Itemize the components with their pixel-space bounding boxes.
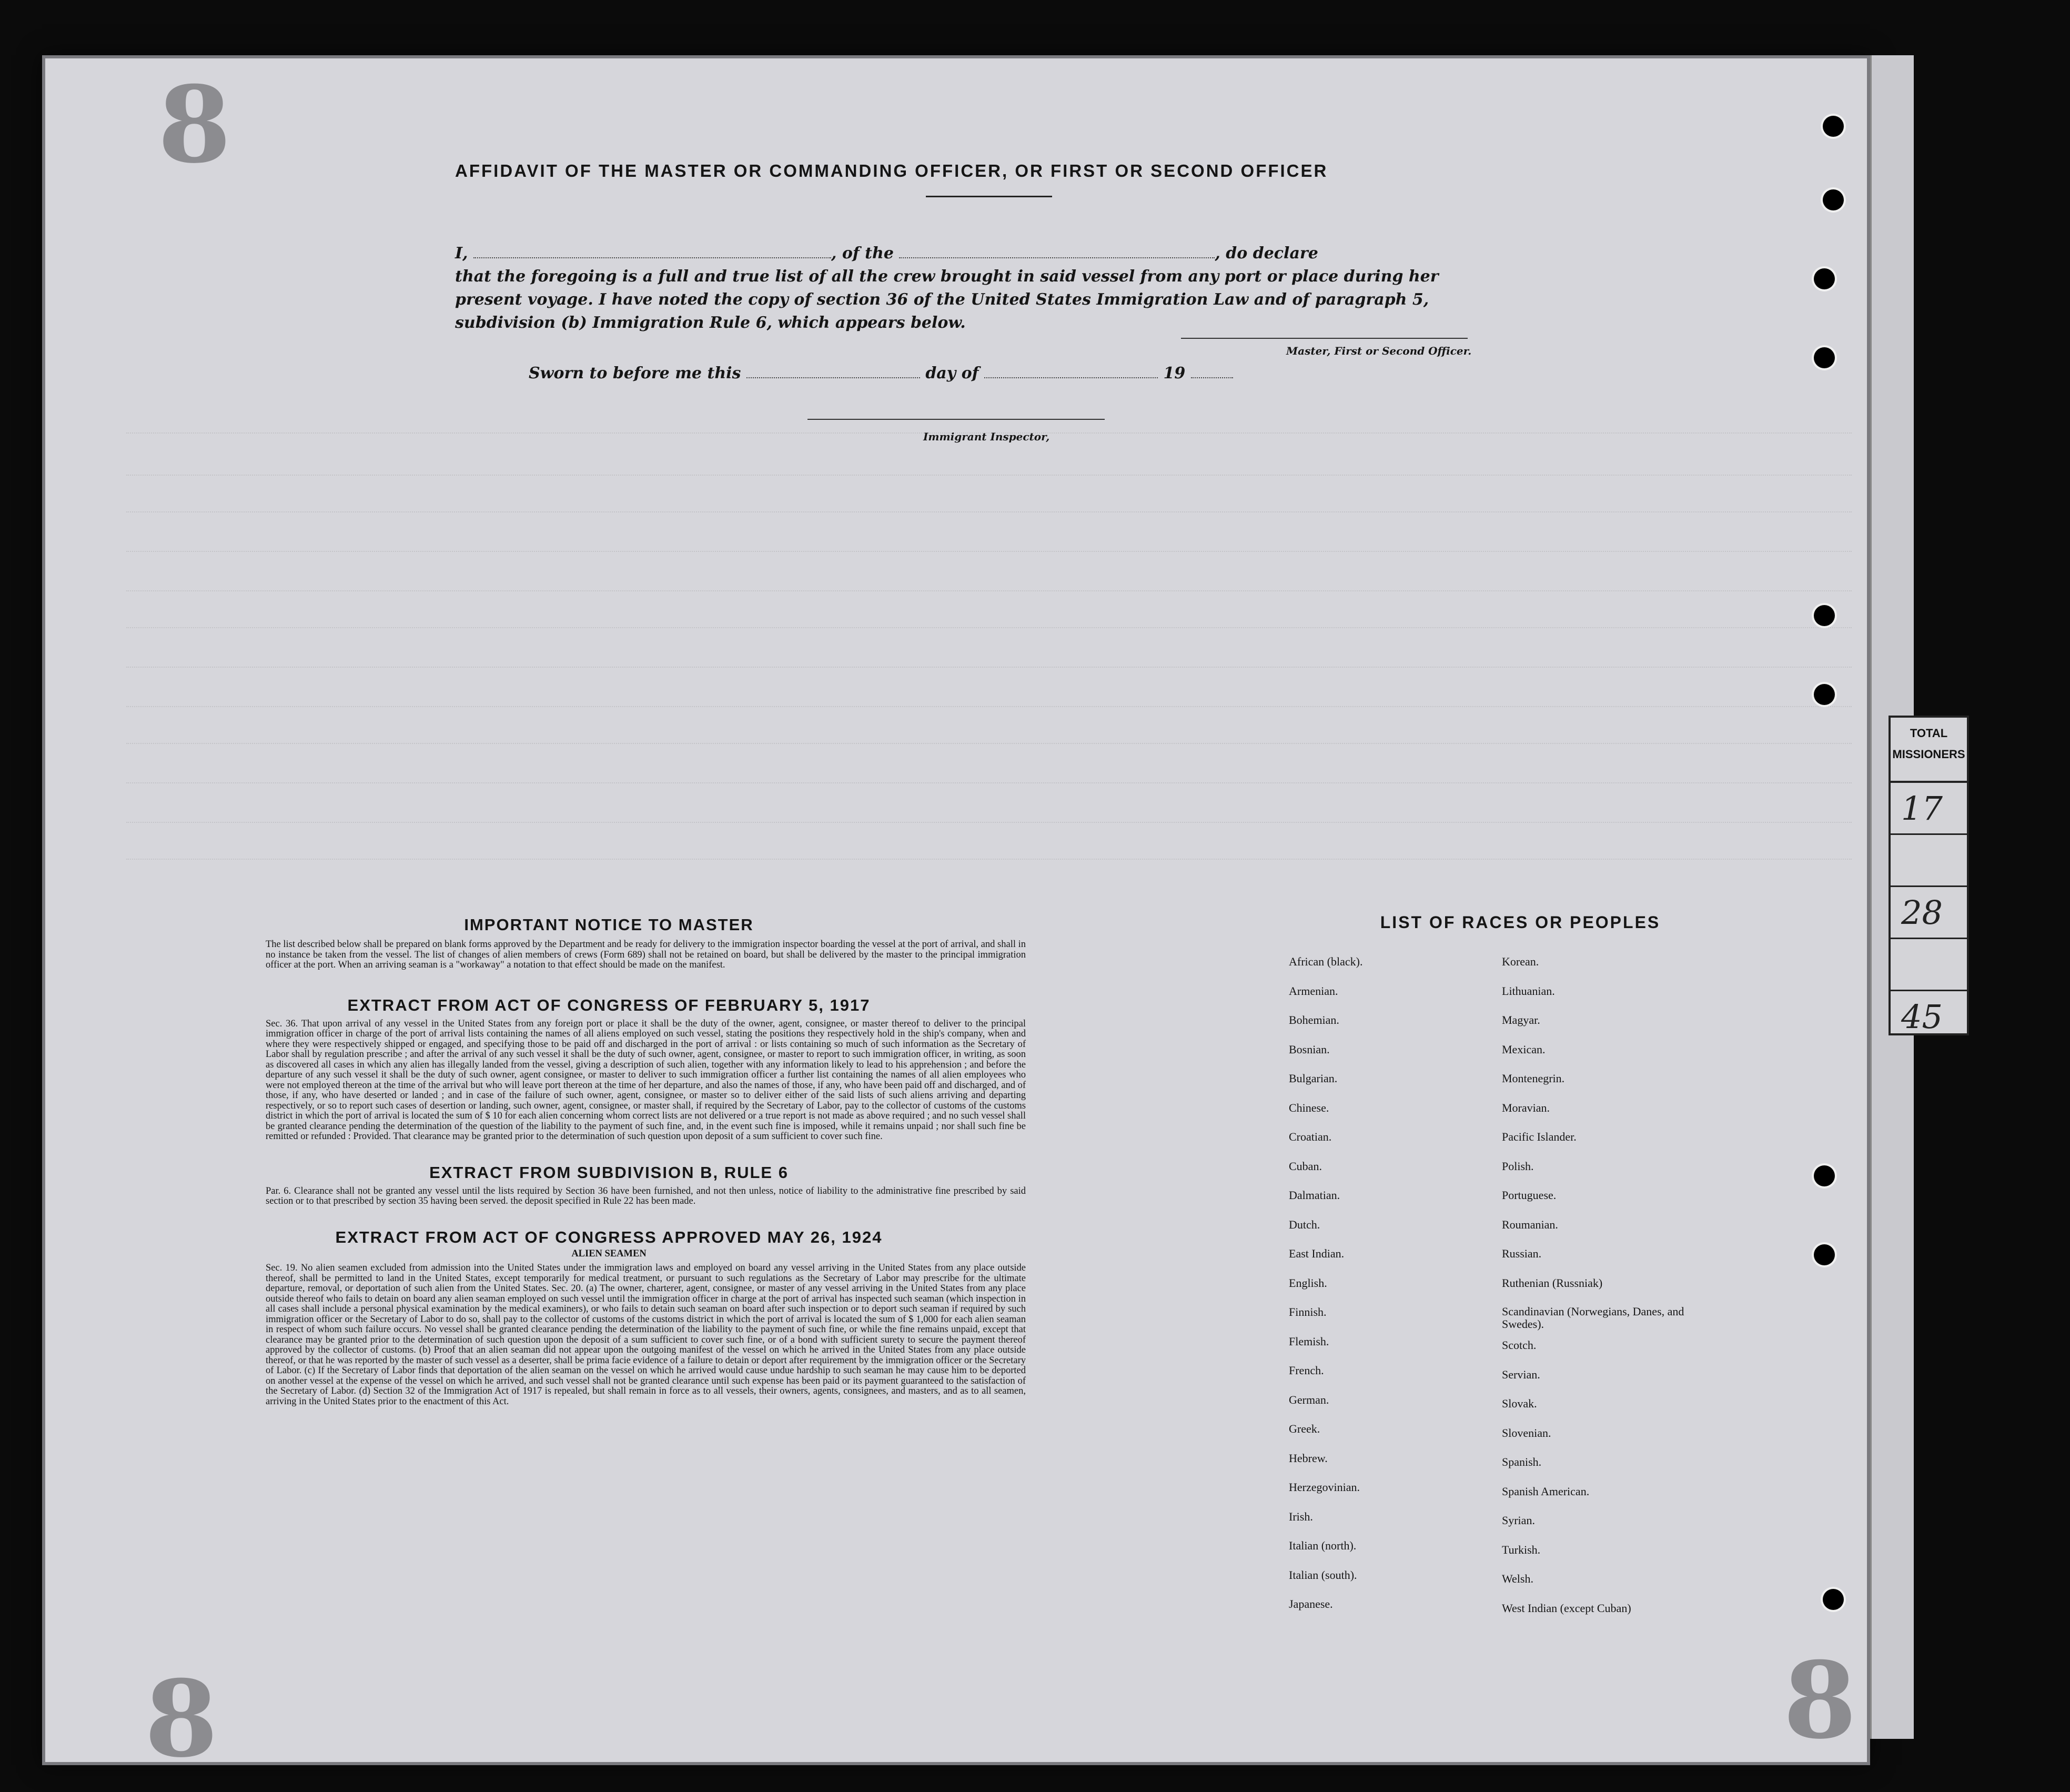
- race-item: Irish.: [1289, 1509, 1313, 1523]
- race-item: Greek.: [1289, 1422, 1320, 1435]
- race-item: Turkish.: [1502, 1543, 1541, 1556]
- totals-value: 17: [1901, 789, 1943, 828]
- extract-1917-title: EXTRACT FROM ACT OF CONGRESS OF FEBRUARY 5, 1917: [347, 995, 871, 1014]
- race-item: Hebrew.: [1289, 1451, 1328, 1465]
- race-item: East Indian.: [1289, 1247, 1345, 1260]
- race-item: Korean.: [1502, 955, 1539, 968]
- race-item: Bohemian.: [1289, 1013, 1339, 1026]
- page-number-top-left: 8: [158, 63, 231, 187]
- master-signature-label: Master, First or Second Officer.: [1286, 345, 1472, 357]
- totals-stub-header: TOTAL MISSIONERS: [1891, 718, 1967, 783]
- race-item: Spanish American.: [1502, 1484, 1590, 1498]
- race-item: Pacific Islander.: [1502, 1130, 1577, 1143]
- important-notice-title: IMPORTANT NOTICE TO MASTER: [464, 915, 754, 934]
- punch-hole-icon: [1814, 1165, 1835, 1186]
- sworn-year-field[interactable]: [1191, 377, 1233, 378]
- race-item: Slovenian.: [1502, 1426, 1551, 1439]
- punch-hole-icon: [1814, 605, 1835, 626]
- race-item: Italian (south).: [1289, 1568, 1357, 1582]
- race-item: English.: [1289, 1276, 1327, 1290]
- races-title: LIST OF RACES OR PEOPLES: [1380, 913, 1661, 932]
- race-item: Croatian.: [1289, 1130, 1332, 1143]
- race-item: Ruthenian (Russniak): [1502, 1276, 1603, 1290]
- alien-seamen-subtitle: ALIEN SEAMEN: [571, 1248, 647, 1259]
- race-item: Polish.: [1502, 1159, 1534, 1173]
- page-number-bottom-right: 8: [1783, 1639, 1857, 1763]
- important-notice-text: The list described below shall be prepared on blank forms approved by the Department and be ready for delivery to the immigration inspector boarding the vessel at the port of arrival, and shall in no instance be taken from the vessel. The list of changes of alien members of crews (Form 689) shall not be retained on board, but shall be delivered by the master to the principal immigration officer at the port. When an arriving seaman is a "workaway" a notation to that effect should be made on the manifest.: [266, 939, 1026, 970]
- extract-rule6-text: Par. 6. Clearance shall not be granted any vessel until the lists required by Section 36 have been furnished, and not then unless, notice of liability to the administrative fine prescribed by said section or to that prescribed by section 35 having been served. the deposit specified in Rule 22 has been made.: [266, 1185, 1026, 1206]
- race-item: Herzegovinian.: [1289, 1481, 1360, 1494]
- race-item: Spanish.: [1502, 1455, 1542, 1468]
- extract-rule6-title: EXTRACT FROM SUBDIVISION B, RULE 6: [429, 1163, 789, 1182]
- race-item: Dalmatian.: [1289, 1189, 1340, 1202]
- totals-value: 45: [1901, 998, 1943, 1036]
- races-column-right: [1502, 955, 1691, 1630]
- totals-value: 28: [1901, 893, 1943, 932]
- affidavit-title: AFFIDAVIT OF THE MASTER OR COMMANDING OFFICER, OR FIRST OR SECOND OFFICER: [455, 161, 1328, 180]
- race-item: Portuguese.: [1502, 1189, 1557, 1202]
- punch-hole-icon: [1823, 189, 1844, 210]
- affidavit-line-3: present voyage. I have noted the copy of section 36 of the United States Immigration Law and of paragraph 5,: [455, 290, 1429, 309]
- totals-stub-row: [1891, 939, 1967, 991]
- race-item: Mexican.: [1502, 1042, 1546, 1056]
- race-item: Armenian.: [1289, 984, 1338, 998]
- punch-hole-icon: [1814, 268, 1835, 289]
- vessel-name-field[interactable]: [899, 257, 1215, 258]
- race-item: Italian (north).: [1289, 1539, 1357, 1552]
- race-item: Magyar.: [1502, 1013, 1540, 1026]
- affidavit-line-2: that the foregoing is a full and true list of all the crew brought in said vessel from any port or place during her: [455, 267, 1439, 286]
- race-item: Roumanian.: [1502, 1217, 1558, 1231]
- sworn-prefix: Sworn to before me this: [529, 364, 741, 382]
- affidavit-line-4: subdivision (b) Immigration Rule 6, which appears below.: [455, 314, 966, 332]
- race-item: Moravian.: [1502, 1101, 1550, 1114]
- sworn-day-field[interactable]: [746, 377, 920, 378]
- punch-hole-icon: [1814, 1244, 1835, 1265]
- punch-hole-icon: [1823, 116, 1844, 137]
- race-item: Syrian.: [1502, 1514, 1535, 1527]
- race-item: Lithuanian.: [1502, 984, 1555, 998]
- extract-1924-text: Sec. 19. No alien seamen excluded from admission into the United States under the immigration laws and employed on board any vessel arriving in the United States from any place outside thereof, shall be permitted to land in the United States, except temporarily for medical treatment, or pursuant to such regulations as the Secretary of Labor may prescribe for the ultimate departure, removal, or deportation of such alien from the United States. Sec. 20. (a) The owner, charterer, agent, consignee, or master of any vessel arriving in the United States from any place outside thereof who fails to detain on board any alien seaman employed on such vessel until the immigration officer in charge at the port of arrival has inspected such seaman (which inspection in all cases shall include a personal physical examination by the medical examiners), or who fails to detain such seaman on board after such inspection or to deport such seaman if required by such immigration officer or the Secretary of Labor to do so, shall pay to the collector of customs of the customs district in which the port of arrival is located the sum of $ 1,000 for each alien seaman in respect of whom such failure occurs. No vessel shall be granted clearance pending the determination of the liability to the payment of such fine, or while the fine remains unpaid, except that clearance may be granted prior to the determination of such question upon the deposit of a sum sufficient to cover such fine, or of a bond with sufficient surety to secure the payment thereof approved by the collector of customs. (b) Proof that an alien seaman did not appear upon the outgoing manifest of the vessel on which he arrived in the United States from any place outside thereof, or that he was reported by the master of such vessel as a deserter, shall be prima facie evidence of a failure to detain or deport after requirement by the immigration officer or the Secretary of Labor. (c) If the Secretary of Labor finds that deportation of the alien seaman on the vessel on which he arrived would cause undue hardship to such seaman he may cause him to be deported on another vessel at the expense of the vessel on which he arrived, and such vessel shall not be granted clearance until such expense has been paid or its payment guaranteed to the satisfaction of the Secretary of Labor. (d) Section 32 of the Immigration Act of 1917 is repealed, but shall remain in force as to all vessels, their owners, agents, consignees, and masters, and as to all seamen, arriving in the United States prior to the enactment of this Act.: [266, 1263, 1026, 1407]
- extract-1924-title: EXTRACT FROM ACT OF CONGRESS APPROVED MAY 26, 1924: [335, 1227, 883, 1246]
- sworn-month-prefix: day of: [925, 364, 979, 382]
- page-number-bottom-left: 8: [145, 1657, 218, 1781]
- race-item: Bulgarian.: [1289, 1072, 1338, 1085]
- race-item: Welsh.: [1502, 1572, 1533, 1585]
- title-rule: [926, 196, 1052, 197]
- race-item: Japanese.: [1289, 1597, 1333, 1610]
- races-column-left: [1289, 955, 1362, 1627]
- race-item: Dutch.: [1289, 1217, 1320, 1231]
- sworn-year-prefix: 19: [1163, 364, 1186, 382]
- race-item: Chinese.: [1289, 1101, 1329, 1114]
- race-item: West Indian (except Cuban): [1502, 1601, 1631, 1615]
- punch-hole-icon: [1823, 1589, 1844, 1610]
- affidavit-line-1: [455, 242, 1465, 265]
- punch-hole-icon: [1814, 347, 1835, 368]
- totals-stub-row: [1891, 887, 1967, 939]
- race-item: Scotch.: [1502, 1338, 1537, 1352]
- declarant-prefix: I,: [455, 244, 468, 263]
- race-item: Russian.: [1502, 1247, 1542, 1260]
- extract-1917-text: Sec. 36. That upon arrival of any vessel in the United States from any foreign port or place it shall be the duty of the owner, agent, consignee, or master thereof to deliver to the principal immigration officer in charge of the port of arrival lists containing the names of all aliens employed on such vessel, stating the positions they respectively hold in the ship's company, when and where they were respectively shipped or engaged, and specifying those to be paid off and discharged in the port of arrival : or lists containing so much of such information as the Secretary of Labor shall by regulation prescribe ; and after the arrival of any such vessel it shall be the duty of such owner, agent, consignee, or master to report to such immigration officer, in writing, as soon as discovered all cases in which any alien has illegally landed from the vessel, giving a description of such alien, together with any information likely to lead to his apprehension ; and before the departure of any such vessel it shall be the duty of such owner, agent consignee, or master to deliver to such immigration officer a further list containing the names of all alien employees who were not employed thereon at the time of the arrival but who will leave port thereon at the time of her departure, and also the names of those, if any, who have been paid off and discharged, and of those, if any, who have deserted or landed ; and in case of the failure of such owner, agent, consignee, or master so to deliver either of the said lists of such aliens arriving and departing respectively, or so to report such cases of desertion or landing, such owner, agent, consignee, or master shall, if required by the Secretary of Labor, pay to the collector of customs of the customs district in which the port of arrival is located the sum of $ 10 for each alien concerning whom correct lists are not delivered or a true report is not made as above required ; and no such vessel shall be granted clearance pending the determination of the question of the liability to the payment of such fine, and, in the event such fine is imposed, while it remains unpaid ; nor shall such fine be remitted or refunded : Provided. That clearance may be granted prior to the determination of such question upon deposit of a sum sufficient to cover such fine.: [266, 1018, 1026, 1142]
- race-item: Montenegrin.: [1502, 1072, 1565, 1085]
- race-item: French.: [1289, 1364, 1324, 1377]
- race-item: African (black).: [1289, 955, 1363, 968]
- declarant-name-field[interactable]: [473, 257, 831, 258]
- notice-block: [266, 915, 1026, 1407]
- race-item: Finnish.: [1289, 1305, 1327, 1318]
- sworn-month-field[interactable]: [984, 377, 1158, 378]
- sworn-line: [529, 364, 1233, 382]
- race-item: Slovak.: [1502, 1397, 1537, 1410]
- totals-stub-row: [1891, 835, 1967, 887]
- inspector-signature-line[interactable]: [807, 419, 1105, 420]
- totals-stub: [1889, 716, 1969, 1035]
- affidavit-body: [455, 242, 1465, 335]
- race-item: Cuban.: [1289, 1159, 1322, 1173]
- declare-suffix: , do declare: [1215, 244, 1318, 263]
- totals-stub-row: [1891, 783, 1967, 835]
- race-item: Scandinavian (Norwegians, Danes, and Swedes).: [1502, 1305, 1684, 1331]
- inspector-label: Immigrant Inspector,: [923, 430, 1050, 443]
- totals-stub-row: [1891, 991, 1967, 1042]
- race-item: Bosnian.: [1289, 1042, 1330, 1056]
- race-item: German.: [1289, 1393, 1329, 1406]
- race-item: Servian.: [1502, 1367, 1540, 1381]
- race-item: Flemish.: [1289, 1334, 1329, 1348]
- punch-hole-icon: [1814, 684, 1835, 705]
- master-signature-line[interactable]: [1181, 338, 1468, 339]
- vessel-prefix: , of the: [831, 244, 894, 263]
- races-list-block: [1284, 913, 1746, 1615]
